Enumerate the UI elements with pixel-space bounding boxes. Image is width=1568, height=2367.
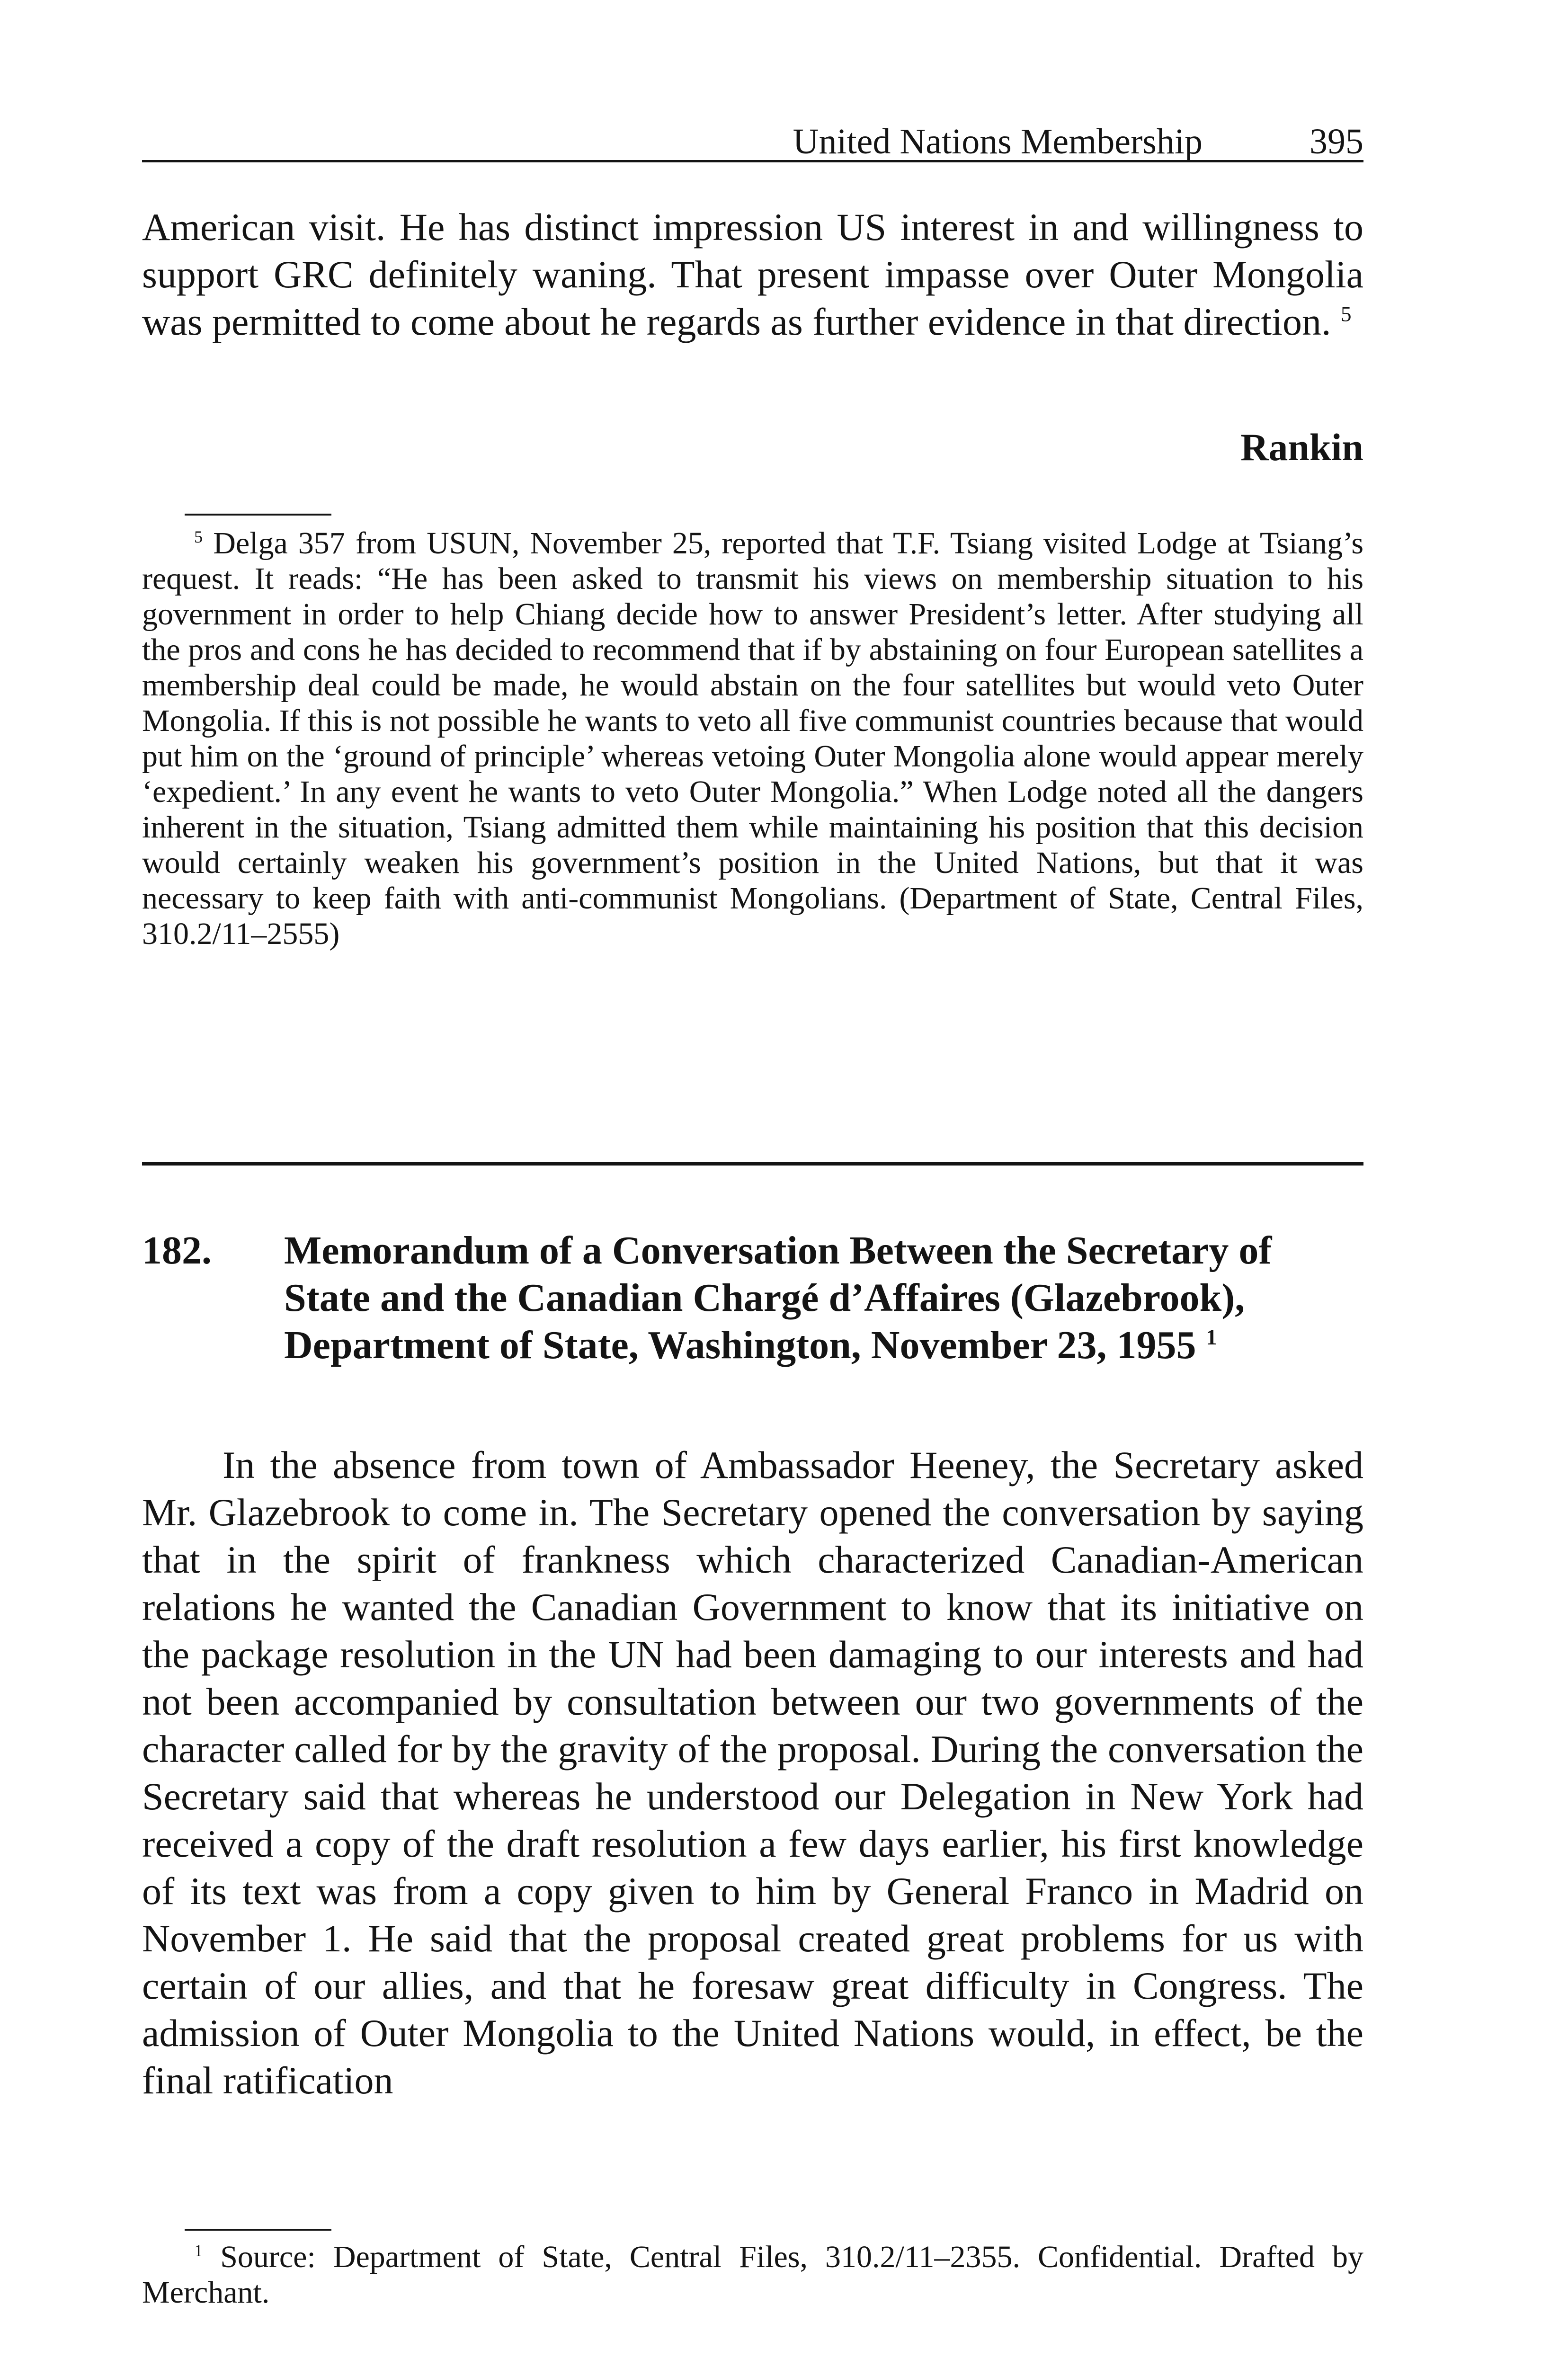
document-heading — [284, 1227, 1363, 1369]
page-number: 395 — [1310, 122, 1363, 161]
footnote-text: Source: Department of State, Central Files, 310.2/11–2355. Confidential. Drafted by Merchant. — [142, 2240, 1364, 2310]
running-head-title: United Nations Membership — [793, 122, 1203, 161]
footnote-marker: 1 — [194, 2241, 203, 2260]
footnote-1 — [142, 2239, 1363, 2310]
document-body — [142, 1442, 1363, 2104]
footnote-divider — [185, 514, 331, 516]
footnote-divider — [185, 2229, 331, 2231]
signature: Rankin — [1240, 426, 1363, 469]
document-number: 182. — [142, 1228, 212, 1272]
intro-paragraph — [142, 204, 1363, 346]
body-paragraph: In the absence from town of Ambassador Heeney, the Secretary asked Mr. Glazebrook to come in. The Secretary opened the conversation by saying that in the spirit of frankness which characterized Canadian-American relations he wanted the Canadian Government to know that its initiative on the package resolution in the UN had been damaging to our interests and had not been accompanied by consultation between our two governments of the character called for by the gravity of the proposal. During the conversation the Secretary said that whereas he understood our Delegation in New York had received a copy of the draft resolution a few days earlier, his first knowledge of its text was from a copy given to him by General Franco in Madrid on November 1. He said that the proposal created great problems for us with certain of our allies, and that he foresaw great difficulty in Congress. The admission of Outer Mongolia to the United Nations would, in effect, be the final ratification — [142, 1443, 1363, 2102]
footnote-ref-1[interactable]: 1 — [1206, 1325, 1217, 1349]
footnote-ref-5[interactable]: 5 — [1340, 302, 1352, 326]
footnote-5 — [142, 525, 1363, 952]
document-heading-text: Memorandum of a Conversation Between the Secretary of State and the Canadian Chargé d’Affaires (Glazebrook), Department of State, Washington, November 23, 1955 — [284, 1228, 1272, 1367]
section-divider — [142, 1162, 1363, 1166]
document-page — [142, 0, 1363, 2367]
running-head — [142, 117, 1363, 162]
intro-text: American visit. He has distinct impression US interest in and willingness to support GRC definitely waning. That present impasse over Outer Mongolia was permitted to come about he regards as further evidence in that direction. — [142, 205, 1363, 343]
footnote-text: Delga 357 from USUN, November 25, reported that T.F. Tsiang visited Lodge at Tsiang’s request. It reads: “He has been asked to transmit his views on membership situation to his government in order to help Chiang decide how to answer President’s letter. After studying all the pros and cons he has decided to recommend that if by abstaining on four European satellites a membership deal could be made, he would abstain on the four satellites but would veto Outer Mongolia. If this is not possible he wants to veto all five communist countries because that would put him on the ‘ground of principle’ whereas vetoing Outer Mongolia alone would appear merely ‘expedient.’ In any event he wants to veto Outer Mongolia.” When Lodge noted all the dangers inherent in the situation, Tsiang admitted them while maintaining his position that this decision would certainly weaken his government’s position in the United Nations, but that it was necessary to keep faith with anti-communist Mongolians. (Department of State, Central Files, 310.2/11–2555) — [142, 526, 1363, 951]
footnote-marker: 5 — [194, 527, 203, 546]
